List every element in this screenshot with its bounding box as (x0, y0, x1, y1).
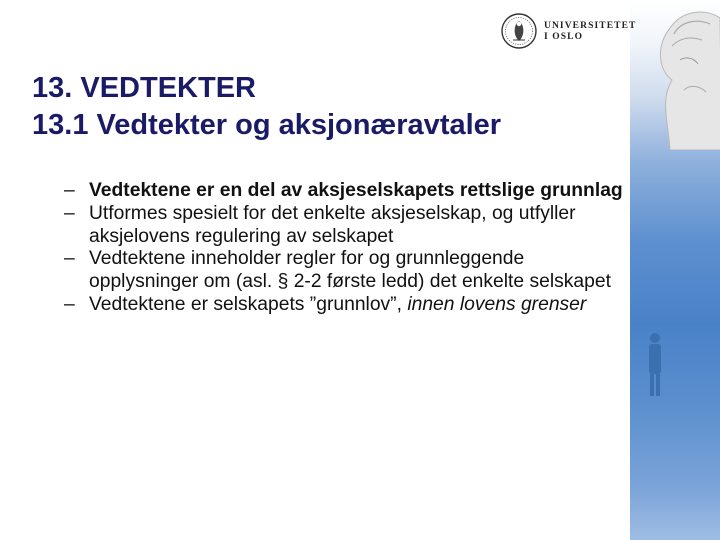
bullet-marker: – (64, 180, 75, 201)
bullet-text: Vedtektene inneholder regler for og grunnleggende opplysninger om (asl. § 2-2 første ledd) det enkelte selskapet (89, 248, 611, 293)
bullet-text: Utformes spesielt for det enkelte aksjeselskap, og utfyller aksjelovens regulering av selskapet (89, 202, 576, 247)
university-name-line1: UNIVERSITETET (544, 21, 637, 31)
bullet-item (62, 203, 627, 249)
university-seal-icon (500, 12, 538, 50)
bullet-item (62, 248, 627, 294)
university-name-line2: I OSLO (544, 32, 584, 42)
side-decorative-band (630, 0, 720, 540)
university-logo (500, 12, 637, 52)
bullet-text: Vedtektene er en del av aksjeselskapets rettslige grunnlag (89, 180, 623, 201)
university-name (544, 21, 636, 43)
bullet-list (62, 180, 627, 317)
bullet-item (62, 180, 627, 203)
bullet-marker: – (64, 293, 75, 315)
title-line2: 13.1 Vedtekter og aksjonæravtaler (32, 109, 502, 141)
bullet-marker: – (64, 202, 75, 224)
statue-figure-icon (640, 330, 670, 400)
slide-title (32, 70, 622, 144)
bullet-marker: – (64, 248, 75, 270)
bullet-item (62, 294, 627, 317)
bust-sculpture-icon (650, 0, 720, 150)
bullet-text-italic: innen lovens grenser (407, 293, 587, 315)
bullet-text: Vedtektene er selskapets ”grunnlov”, (89, 293, 408, 315)
title-line1: 13. VEDTEKTER (32, 72, 256, 104)
